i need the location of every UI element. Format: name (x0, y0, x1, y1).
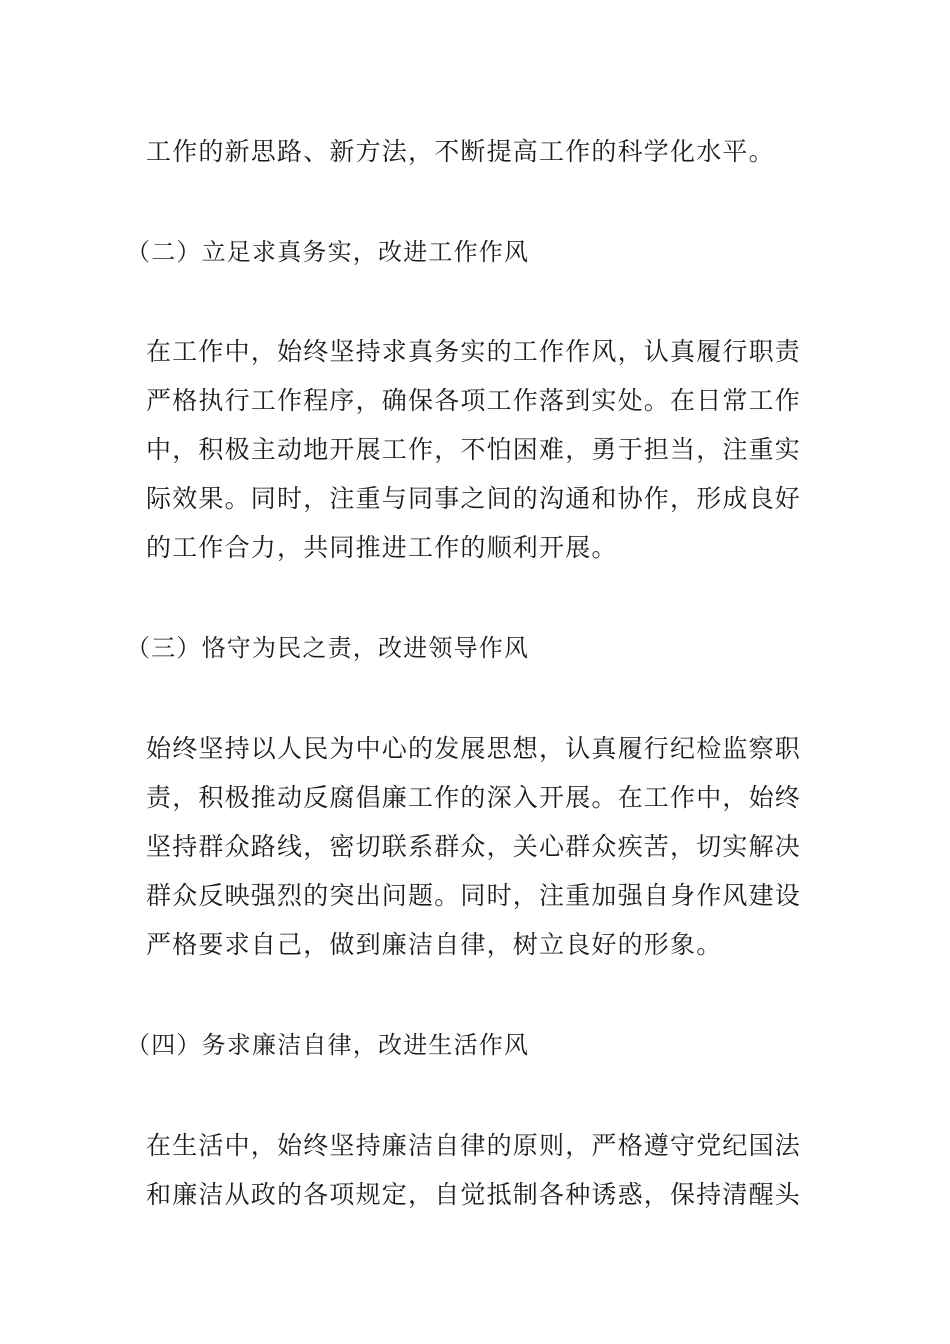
body-text-line: 坚持群众路线，密切联系群众，关心群众疾苦，切实解决 (146, 832, 802, 861)
body-text-line: 的工作合力，共同推进工作的顺利开展。 (146, 533, 618, 562)
body-text-line: 中，积极主动地开展工作，不怕困难，勇于担当，注重实 (146, 435, 802, 464)
body-text-line: 严格执行工作程序，确保各项工作落到实处。在日常工作 (146, 386, 802, 415)
body-text-line: 严格要求自己，做到廉洁自律，树立良好的形象。 (146, 930, 723, 959)
body-text-line: 在生活中，始终坚持廉洁自律的原则，严格遵守党纪国法 (146, 1131, 802, 1160)
body-text-line: 始终坚持以人民为中心的发展思想，认真履行纪检监察职 (146, 734, 802, 763)
body-text-line: 在工作中，始终坚持求真务实的工作作风，认真履行职责 (146, 337, 802, 366)
body-text-line: 际效果。同时，注重与同事之间的沟通和协作，形成良好 (146, 484, 802, 513)
section-heading: （二）立足求真务实，改进工作作风 (126, 238, 530, 266)
body-text-line: 工作的新思路、新方法，不断提高工作的科学化水平。 (146, 137, 775, 166)
body-text-line: 群众反映强烈的突出问题。同时，注重加强自身作风建设 (146, 881, 802, 910)
section-heading: （三）恪守为民之责，改进领导作风 (126, 634, 530, 662)
body-text-line: 责，积极推动反腐倡廉工作的深入开展。在工作中，始终 (146, 783, 802, 812)
body-text-line: 和廉洁从政的各项规定，自觉抵制各种诱惑，保持清醒头 (146, 1180, 802, 1209)
section-heading: （四）务求廉洁自律，改进生活作风 (126, 1031, 530, 1059)
